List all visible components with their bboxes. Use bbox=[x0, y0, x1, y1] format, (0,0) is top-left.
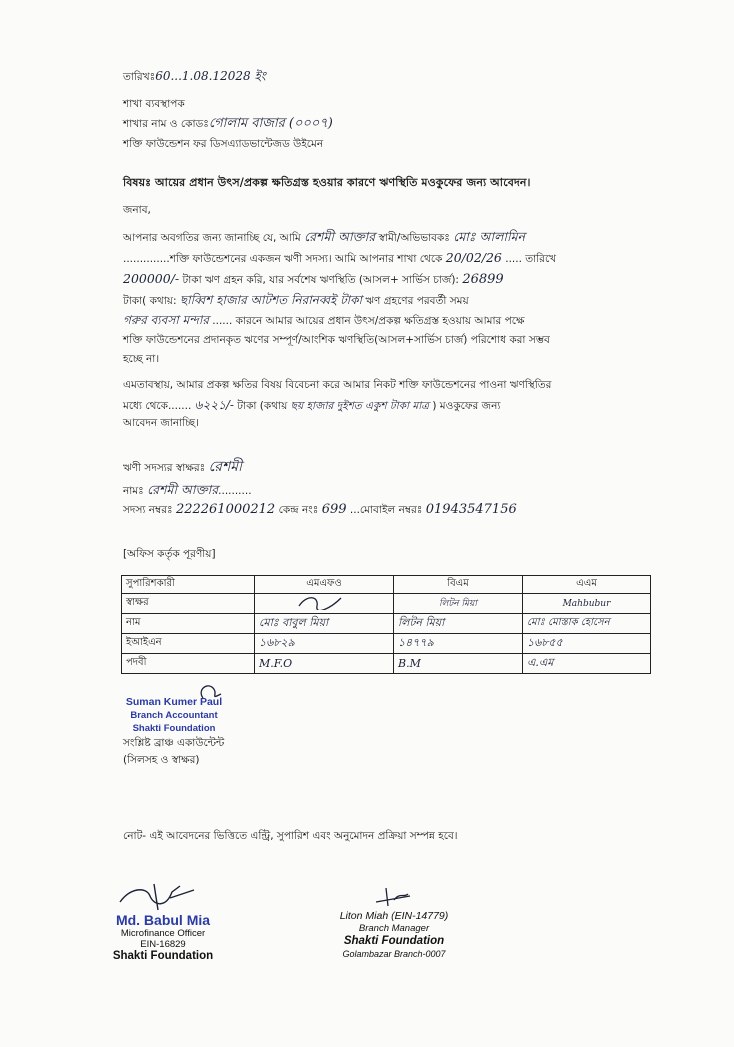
table-row bbox=[122, 654, 651, 674]
table-cell: M.F.O bbox=[255, 654, 394, 674]
date-line bbox=[123, 69, 266, 84]
body-text: আপনার অবগতির জন্য জানাচ্ছি যে, আমি bbox=[123, 232, 301, 244]
branch-value: গোলাম বাজার (০০০৭) bbox=[208, 116, 333, 131]
table-row bbox=[122, 594, 651, 614]
stamp-title: Branch Accountant bbox=[130, 710, 218, 721]
row-label: ইআইএন bbox=[122, 634, 255, 654]
table-row bbox=[122, 614, 651, 634]
balance-words-hw: ছাব্বিশ হাজার আটশত নিরানব্বই টাকা bbox=[179, 293, 362, 307]
member-number-label: সদস্য নম্বরঃ bbox=[123, 504, 173, 516]
body-text: ঋণ গ্রহণের পরবর্তী সময় bbox=[365, 295, 469, 307]
waiver-words-hw: ছয় হাজার দুইশত একুশ টাকা মাত্র bbox=[290, 400, 429, 412]
mfo-stamp-name: Md. Babul Mia bbox=[115, 912, 211, 928]
member-name-label: নামঃ bbox=[123, 485, 144, 497]
table-cell: এ.এম bbox=[523, 654, 651, 674]
body-text: ) মওকুফের জন্য bbox=[432, 400, 501, 412]
footnote: নোট- এই আবেদনের ভিত্তিতে এন্ট্রি, সুপারিশ এবং অনুমোদন প্রক্রিয়া সম্পন্ন হবে। bbox=[123, 830, 458, 842]
row-label: স্বাক্ষর bbox=[122, 594, 255, 614]
accountant-label: সংশ্লিষ্ট ব্রাঞ্চ একাউন্টেন্ট bbox=[123, 737, 225, 749]
table-header-cell: বিএম bbox=[394, 576, 523, 594]
mfo-stamp-org: Shakti Foundation bbox=[112, 950, 214, 962]
stamp-org: Shakti Foundation bbox=[132, 723, 216, 734]
loan-date-hw: 20/02/26 bbox=[445, 250, 502, 265]
office-table bbox=[121, 575, 651, 674]
table-cell: ১৬৮৫৫ bbox=[523, 634, 651, 654]
branch-label: শাখার নাম ও কোডঃ bbox=[123, 118, 209, 130]
body-line-3 bbox=[123, 272, 504, 287]
member-name-dots: .......... bbox=[218, 485, 252, 497]
body-line-7: হচ্ছে না। bbox=[123, 353, 160, 365]
table-cell: ১৬৮২৯ bbox=[255, 634, 394, 654]
mfo-signature-scribble bbox=[110, 880, 210, 914]
body-line-1 bbox=[123, 230, 525, 245]
mobile-number-hw: 01943547156 bbox=[425, 502, 517, 517]
guardian-name-hw: মোঃ আলামিন bbox=[453, 229, 526, 244]
body-text: ..............শক্তি ফাউন্ডেশনের একজন ঋণী সদস্য। আমি আপনার শাখা থেকে bbox=[123, 253, 443, 265]
stamp-name: Suman Kumer Paul bbox=[125, 696, 223, 708]
body-p2-line-3: আবেদন জানাচ্ছি। bbox=[123, 417, 199, 429]
bm-stamp-name: Liton Miah (EIN-14779) bbox=[339, 910, 449, 922]
body-text: টাকা( কথায়: bbox=[123, 295, 177, 307]
table-row bbox=[122, 634, 651, 654]
body-line-2 bbox=[123, 251, 556, 266]
table-cell: মোঃ মোস্তাক হোসেন bbox=[523, 614, 651, 634]
bm-signature-scribble bbox=[370, 882, 420, 910]
body-text: ...... কারনে আমার আয়ের প্রধান উৎস/প্রকল্প ক্ষতিগ্রস্ত হওয়ায় আমার পক্ষে bbox=[212, 315, 525, 327]
table-header-cell: সুপারিশকারী bbox=[122, 576, 255, 594]
body-line-5 bbox=[123, 313, 525, 328]
loan-amount-hw: 200000/- bbox=[123, 271, 180, 286]
member-signature-line bbox=[123, 460, 242, 475]
table-header-cell: এএম bbox=[523, 576, 651, 594]
office-section-title: [অফিস কর্তৃক পূরণীয়] bbox=[123, 548, 216, 560]
body-p2-line-2 bbox=[123, 398, 500, 413]
salutation: জনাব, bbox=[123, 204, 151, 216]
subject-line: বিষয়ঃ আয়ের প্রধান উৎস/প্রকল্প ক্ষতিগ্রস্ত হওয়ার কারণে ঋণস্থিতি মওকুফের জন্য আবেদন। bbox=[123, 176, 531, 189]
body-p2-line-1: এমতাবস্থায়, আমার প্রকল্প ক্ষতির বিষয় বিবেচনা করে আমার নিকট শক্তি ফাউন্ডেশনের পাওনা ঋণস্থিতির bbox=[123, 379, 552, 391]
member-number-hw: 222261000212 bbox=[175, 502, 276, 517]
body-text: ..... তারিখে bbox=[505, 253, 557, 265]
bm-stamp-title: Branch Manager bbox=[358, 923, 430, 934]
signature-cell: লিটন মিয়া bbox=[394, 594, 523, 614]
bm-stamp-org: Shakti Foundation bbox=[343, 935, 445, 947]
signature-cell bbox=[255, 594, 394, 614]
table-cell: মোঃ বাবুল মিয়া bbox=[255, 614, 394, 634]
branch-line bbox=[123, 117, 333, 131]
signature-scribble-mfo bbox=[259, 594, 379, 610]
body-text: স্বামী/অভিভাবকঃ bbox=[378, 232, 450, 244]
body-text: টাকা ঋণ গ্রহন করি, যার সর্বশেষ ঋণস্থিতি (আসল+ সার্ভিস চার্জ): bbox=[182, 274, 459, 286]
accountant-stamp bbox=[118, 696, 230, 735]
body-text: টাকা (কথায় bbox=[237, 400, 288, 412]
manager-line: শাখা ব্যবস্থাপক bbox=[123, 98, 185, 110]
mfo-stamp-ein: EIN-16829 bbox=[140, 939, 186, 950]
bm-stamp-branch: Golambazar Branch-0007 bbox=[342, 949, 446, 959]
reason-hw: গরুর ব্যবসা মন্দার bbox=[123, 313, 209, 327]
body-line-4 bbox=[123, 293, 469, 308]
member-number-line bbox=[123, 503, 517, 517]
body-line-6: শক্তি ফাউন্ডেশনের প্রদানকৃত ঋণের সম্পূর্ণ/আংশিক ঋণস্থিতি(আসল+সার্ভিস চার্জ) পরিশোধ করা সম্ভব bbox=[123, 334, 550, 346]
mobile-label: ...মোবাইল নম্বরঃ bbox=[349, 504, 423, 516]
center-number-hw: 699 bbox=[321, 502, 347, 517]
member-name-hw: রেশমী আক্তার bbox=[147, 482, 219, 497]
date-value: 60...1.08.12028 ইং bbox=[155, 69, 266, 83]
table-row bbox=[122, 576, 651, 594]
table-cell: ১৪৭৭৯ bbox=[394, 634, 523, 654]
balance-hw: 26899 bbox=[462, 272, 504, 287]
mfo-stamp bbox=[92, 912, 234, 963]
table-header-cell: এমএফও bbox=[255, 576, 394, 594]
accountant-note: (সিলসহ ও স্বাক্ষর) bbox=[123, 754, 200, 766]
applicant-name-hw: রেশমী আক্তার bbox=[304, 229, 376, 244]
date-label: তারিখঃ bbox=[123, 71, 156, 83]
center-label: কেন্দ্র নংঃ bbox=[278, 504, 319, 516]
table-cell: B.M bbox=[394, 654, 523, 674]
table-cell: লিটন মিয়া bbox=[394, 614, 523, 634]
member-name-line bbox=[123, 483, 252, 498]
row-label: নাম bbox=[122, 614, 255, 634]
member-signature-label: ঋণী সদস্যর স্বাক্ষরঃ bbox=[123, 462, 206, 474]
body-text: মধ্যে থেকে....... bbox=[123, 400, 192, 412]
org-line: শক্তি ফাউন্ডেশন ফর ডিসএ্যাডভান্টেজড উইমেন bbox=[123, 138, 324, 150]
mfo-stamp-title: Microfinance Officer bbox=[120, 928, 206, 939]
waiver-amount-hw: ৬২২১/- bbox=[194, 398, 234, 412]
member-signature-hw: রেশমী bbox=[208, 459, 243, 475]
signature-cell: Mahbubur bbox=[523, 594, 651, 614]
bm-stamp bbox=[318, 910, 470, 960]
row-label: পদবী bbox=[122, 654, 255, 674]
